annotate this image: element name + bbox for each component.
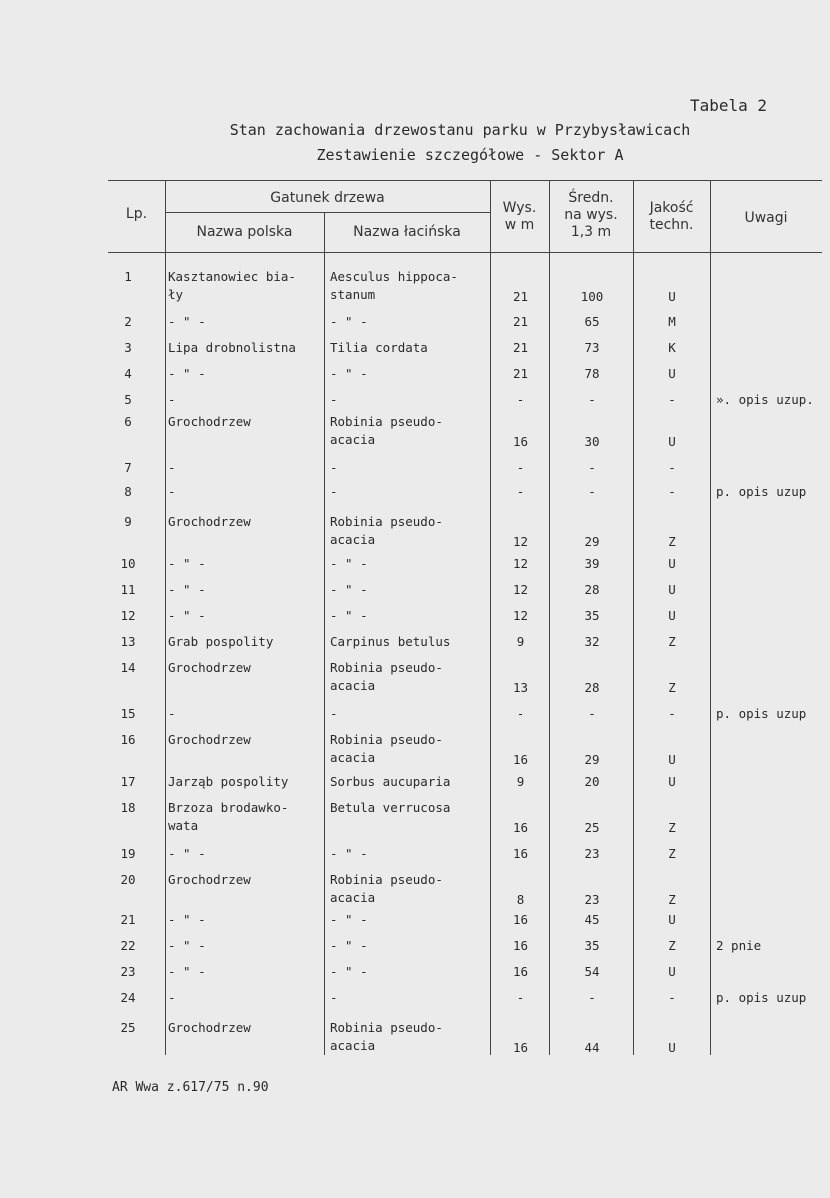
row-nazwa-polska: -: [168, 392, 176, 407]
row-jakosc: U: [668, 289, 676, 304]
row-nazwa-polska: Grochodrzew: [168, 660, 251, 675]
row-nazwa-lacinska: -: [330, 484, 338, 499]
row-nazwa-lacinska: Aesculus hippoca- stanum: [330, 269, 458, 302]
row-uwagi: p. opis uzup: [716, 706, 807, 721]
row-nazwa-polska: Grochodrzew: [168, 414, 251, 429]
row-nazwa-polska: Jarząb pospolity: [168, 774, 289, 789]
row-nazwa-lacinska: Carpinus betulus: [330, 634, 451, 649]
row-wysokosc: 9: [516, 634, 525, 649]
row-nazwa-lacinska: Robinia pseudo- acacia: [330, 660, 443, 693]
row-lp: 10: [120, 556, 136, 571]
row-srednica: -: [588, 990, 596, 1005]
row-nazwa-polska: Grochodrzew: [168, 732, 251, 747]
header-wys: Wys. w m: [502, 200, 537, 233]
row-wysokosc: 16: [512, 912, 529, 927]
row-wysokosc: -: [516, 990, 525, 1005]
row-nazwa-polska: Grochodrzew: [168, 514, 251, 529]
row-nazwa-polska: Grab pospolity: [168, 634, 274, 649]
row-wysokosc: 8: [516, 892, 525, 907]
header-bottom-rule: [108, 252, 822, 253]
row-jakosc: -: [668, 392, 676, 407]
col-rule: [165, 252, 166, 1055]
header-gatunek: Gatunek drzewa: [270, 190, 385, 206]
row-srednica: 28: [584, 582, 600, 597]
row-srednica: 54: [584, 964, 600, 979]
row-lp: 16: [120, 732, 136, 747]
row-jakosc: U: [668, 366, 676, 381]
row-wysokosc: 16: [512, 752, 529, 767]
row-srednica: -: [588, 484, 596, 499]
row-lp: 9: [124, 514, 132, 529]
row-jakosc: Z: [668, 680, 676, 695]
row-jakosc: K: [668, 340, 676, 355]
row-jakosc: U: [668, 556, 676, 571]
row-wysokosc: -: [516, 460, 525, 475]
row-wysokosc: 12: [512, 556, 529, 571]
col-rule: [549, 180, 550, 1055]
row-nazwa-lacinska: Robinia pseudo- acacia: [330, 514, 443, 547]
row-wysokosc: 12: [512, 534, 529, 549]
header-uwagi: Uwagi: [744, 210, 788, 226]
row-wysokosc: -: [516, 706, 525, 721]
row-lp: 22: [120, 938, 136, 953]
row-jakosc: U: [668, 608, 676, 623]
row-jakosc: U: [668, 912, 676, 927]
row-lp: 8: [124, 484, 132, 499]
row-nazwa-polska: - " -: [168, 608, 206, 623]
row-wysokosc: 21: [512, 366, 529, 381]
row-lp: 21: [120, 912, 136, 927]
row-nazwa-lacinska: Robinia pseudo- acacia: [330, 732, 443, 765]
row-nazwa-lacinska: Betula verrucosa: [330, 800, 451, 815]
col-rule: [324, 212, 325, 1055]
row-nazwa-lacinska: -: [330, 460, 338, 475]
row-srednica: 65: [584, 314, 600, 329]
row-jakosc: -: [668, 990, 676, 1005]
row-jakosc: Z: [668, 846, 676, 861]
row-nazwa-lacinska: - " -: [330, 846, 368, 861]
row-srednica: 35: [584, 938, 600, 953]
row-srednica: 29: [584, 752, 600, 767]
header-lp: Lp.: [125, 206, 148, 222]
row-wysokosc: 13: [512, 680, 529, 695]
row-nazwa-polska: Brzoza brodawko- wata: [168, 800, 289, 833]
row-wysokosc: 16: [512, 820, 529, 835]
row-nazwa-lacinska: - " -: [330, 964, 368, 979]
row-nazwa-lacinska: Tilia cordata: [330, 340, 428, 355]
row-nazwa-polska: -: [168, 706, 176, 721]
document-subtitle: Zestawienie szczegółowe - Sektor A: [316, 146, 624, 164]
row-wysokosc: 12: [512, 608, 529, 623]
row-srednica: 20: [584, 774, 600, 789]
header-jakosc: Jakość techn.: [649, 200, 694, 233]
row-nazwa-lacinska: -: [330, 392, 338, 407]
row-lp: 11: [120, 582, 136, 597]
row-nazwa-lacinska: Sorbus aucuparia: [330, 774, 451, 789]
row-srednica: 100: [580, 289, 604, 304]
row-nazwa-lacinska: -: [330, 990, 338, 1005]
row-lp: 23: [120, 964, 136, 979]
row-srednica: 30: [584, 434, 600, 449]
row-jakosc: U: [668, 582, 676, 597]
row-lp: 6: [124, 414, 132, 429]
row-uwagi: p. opis uzup: [716, 990, 807, 1005]
col-rule: [710, 180, 711, 1055]
row-nazwa-polska: - " -: [168, 938, 206, 953]
row-uwagi: p. opis uzup: [716, 484, 807, 499]
row-nazwa-lacinska: - " -: [330, 366, 368, 381]
row-nazwa-polska: - " -: [168, 556, 206, 571]
row-lp: 19: [120, 846, 136, 861]
row-jakosc: -: [668, 706, 676, 721]
row-nazwa-polska: - " -: [168, 314, 206, 329]
row-jakosc: M: [668, 314, 676, 329]
row-lp: 17: [120, 774, 136, 789]
row-jakosc: U: [668, 434, 676, 449]
row-srednica: -: [588, 392, 596, 407]
header-sub-rule: [165, 212, 490, 213]
row-srednica: 44: [584, 1040, 600, 1055]
row-lp: 3: [124, 340, 132, 355]
row-nazwa-lacinska: - " -: [330, 608, 368, 623]
header-nazwa-lacinska: Nazwa łacińska: [353, 224, 461, 240]
row-jakosc: Z: [668, 820, 676, 835]
row-nazwa-polska: - " -: [168, 582, 206, 597]
row-nazwa-polska: -: [168, 990, 176, 1005]
row-lp: 20: [120, 872, 136, 887]
header-nazwa-polska: Nazwa polska: [196, 224, 293, 240]
row-lp: 15: [120, 706, 136, 721]
row-wysokosc: 16: [512, 846, 529, 861]
row-lp: 5: [124, 392, 132, 407]
row-srednica: -: [588, 460, 596, 475]
row-lp: 7: [124, 460, 132, 475]
row-jakosc: Z: [668, 534, 676, 549]
row-nazwa-lacinska: - " -: [330, 556, 368, 571]
row-nazwa-lacinska: Robinia pseudo- acacia: [330, 414, 443, 447]
row-nazwa-polska: Kasztanowiec bia- ły: [168, 269, 296, 302]
row-wysokosc: -: [516, 392, 525, 407]
row-srednica: -: [588, 706, 596, 721]
row-srednica: 39: [584, 556, 600, 571]
row-srednica: 32: [584, 634, 600, 649]
table-top-rule: [108, 180, 822, 181]
row-lp: 24: [120, 990, 136, 1005]
row-wysokosc: -: [516, 484, 525, 499]
row-wysokosc: 16: [512, 938, 529, 953]
row-wysokosc: 21: [512, 340, 529, 355]
row-jakosc: U: [668, 752, 676, 767]
row-srednica: 73: [584, 340, 600, 355]
row-wysokosc: 21: [512, 289, 529, 304]
row-wysokosc: 9: [516, 774, 525, 789]
row-srednica: 78: [584, 366, 600, 381]
row-srednica: 23: [584, 846, 600, 861]
row-lp: 2: [124, 314, 132, 329]
row-nazwa-lacinska: - " -: [330, 314, 368, 329]
row-lp: 1: [124, 269, 132, 284]
col-rule: [490, 180, 491, 1055]
row-lp: 13: [120, 634, 136, 649]
row-lp: 14: [120, 660, 136, 675]
row-nazwa-lacinska: Robinia pseudo- acacia: [330, 1020, 443, 1053]
row-jakosc: -: [668, 484, 676, 499]
row-wysokosc: 16: [512, 1040, 529, 1055]
row-nazwa-polska: -: [168, 460, 176, 475]
row-nazwa-polska: Grochodrzew: [168, 872, 251, 887]
row-nazwa-lacinska: - " -: [330, 582, 368, 597]
row-wysokosc: 16: [512, 964, 529, 979]
row-nazwa-lacinska: - " -: [330, 938, 368, 953]
document-title: Stan zachowania drzewostanu parku w Przybysławicach: [229, 121, 691, 139]
row-srednica: 23: [584, 892, 600, 907]
row-nazwa-polska: - " -: [168, 846, 206, 861]
row-nazwa-polska: - " -: [168, 912, 206, 927]
row-jakosc: U: [668, 774, 676, 789]
row-uwagi: ». opis uzup.: [716, 392, 814, 407]
row-jakosc: Z: [668, 892, 676, 907]
row-srednica: 29: [584, 534, 600, 549]
row-nazwa-polska: - " -: [168, 964, 206, 979]
row-nazwa-lacinska: -: [330, 706, 338, 721]
archive-reference: AR Wwa z.617/75 n.90: [112, 1080, 269, 1095]
table-number: Tabela 2: [690, 96, 768, 115]
row-wysokosc: 12: [512, 582, 529, 597]
row-nazwa-lacinska: Robinia pseudo- acacia: [330, 872, 443, 905]
row-nazwa-polska: Grochodrzew: [168, 1020, 251, 1035]
row-jakosc: Z: [668, 938, 676, 953]
row-uwagi: 2 pnie: [716, 938, 762, 953]
row-jakosc: -: [668, 460, 676, 475]
row-lp: 25: [120, 1020, 136, 1035]
row-srednica: 28: [584, 680, 600, 695]
row-wysokosc: 16: [512, 434, 529, 449]
row-jakosc: U: [668, 964, 676, 979]
row-srednica: 45: [584, 912, 600, 927]
row-jakosc: U: [668, 1040, 676, 1055]
row-jakosc: Z: [668, 634, 676, 649]
col-rule: [633, 180, 634, 1055]
row-nazwa-polska: -: [168, 484, 176, 499]
row-wysokosc: 21: [512, 314, 529, 329]
row-lp: 4: [124, 366, 132, 381]
row-nazwa-lacinska: - " -: [330, 912, 368, 927]
header-sredn: Średn. na wys. 1,3 m: [564, 190, 618, 240]
row-lp: 12: [120, 608, 136, 623]
row-nazwa-polska: - " -: [168, 366, 206, 381]
row-srednica: 25: [584, 820, 600, 835]
row-srednica: 35: [584, 608, 600, 623]
row-nazwa-polska: Lipa drobnolistna: [168, 340, 296, 355]
row-lp: 18: [120, 800, 136, 815]
